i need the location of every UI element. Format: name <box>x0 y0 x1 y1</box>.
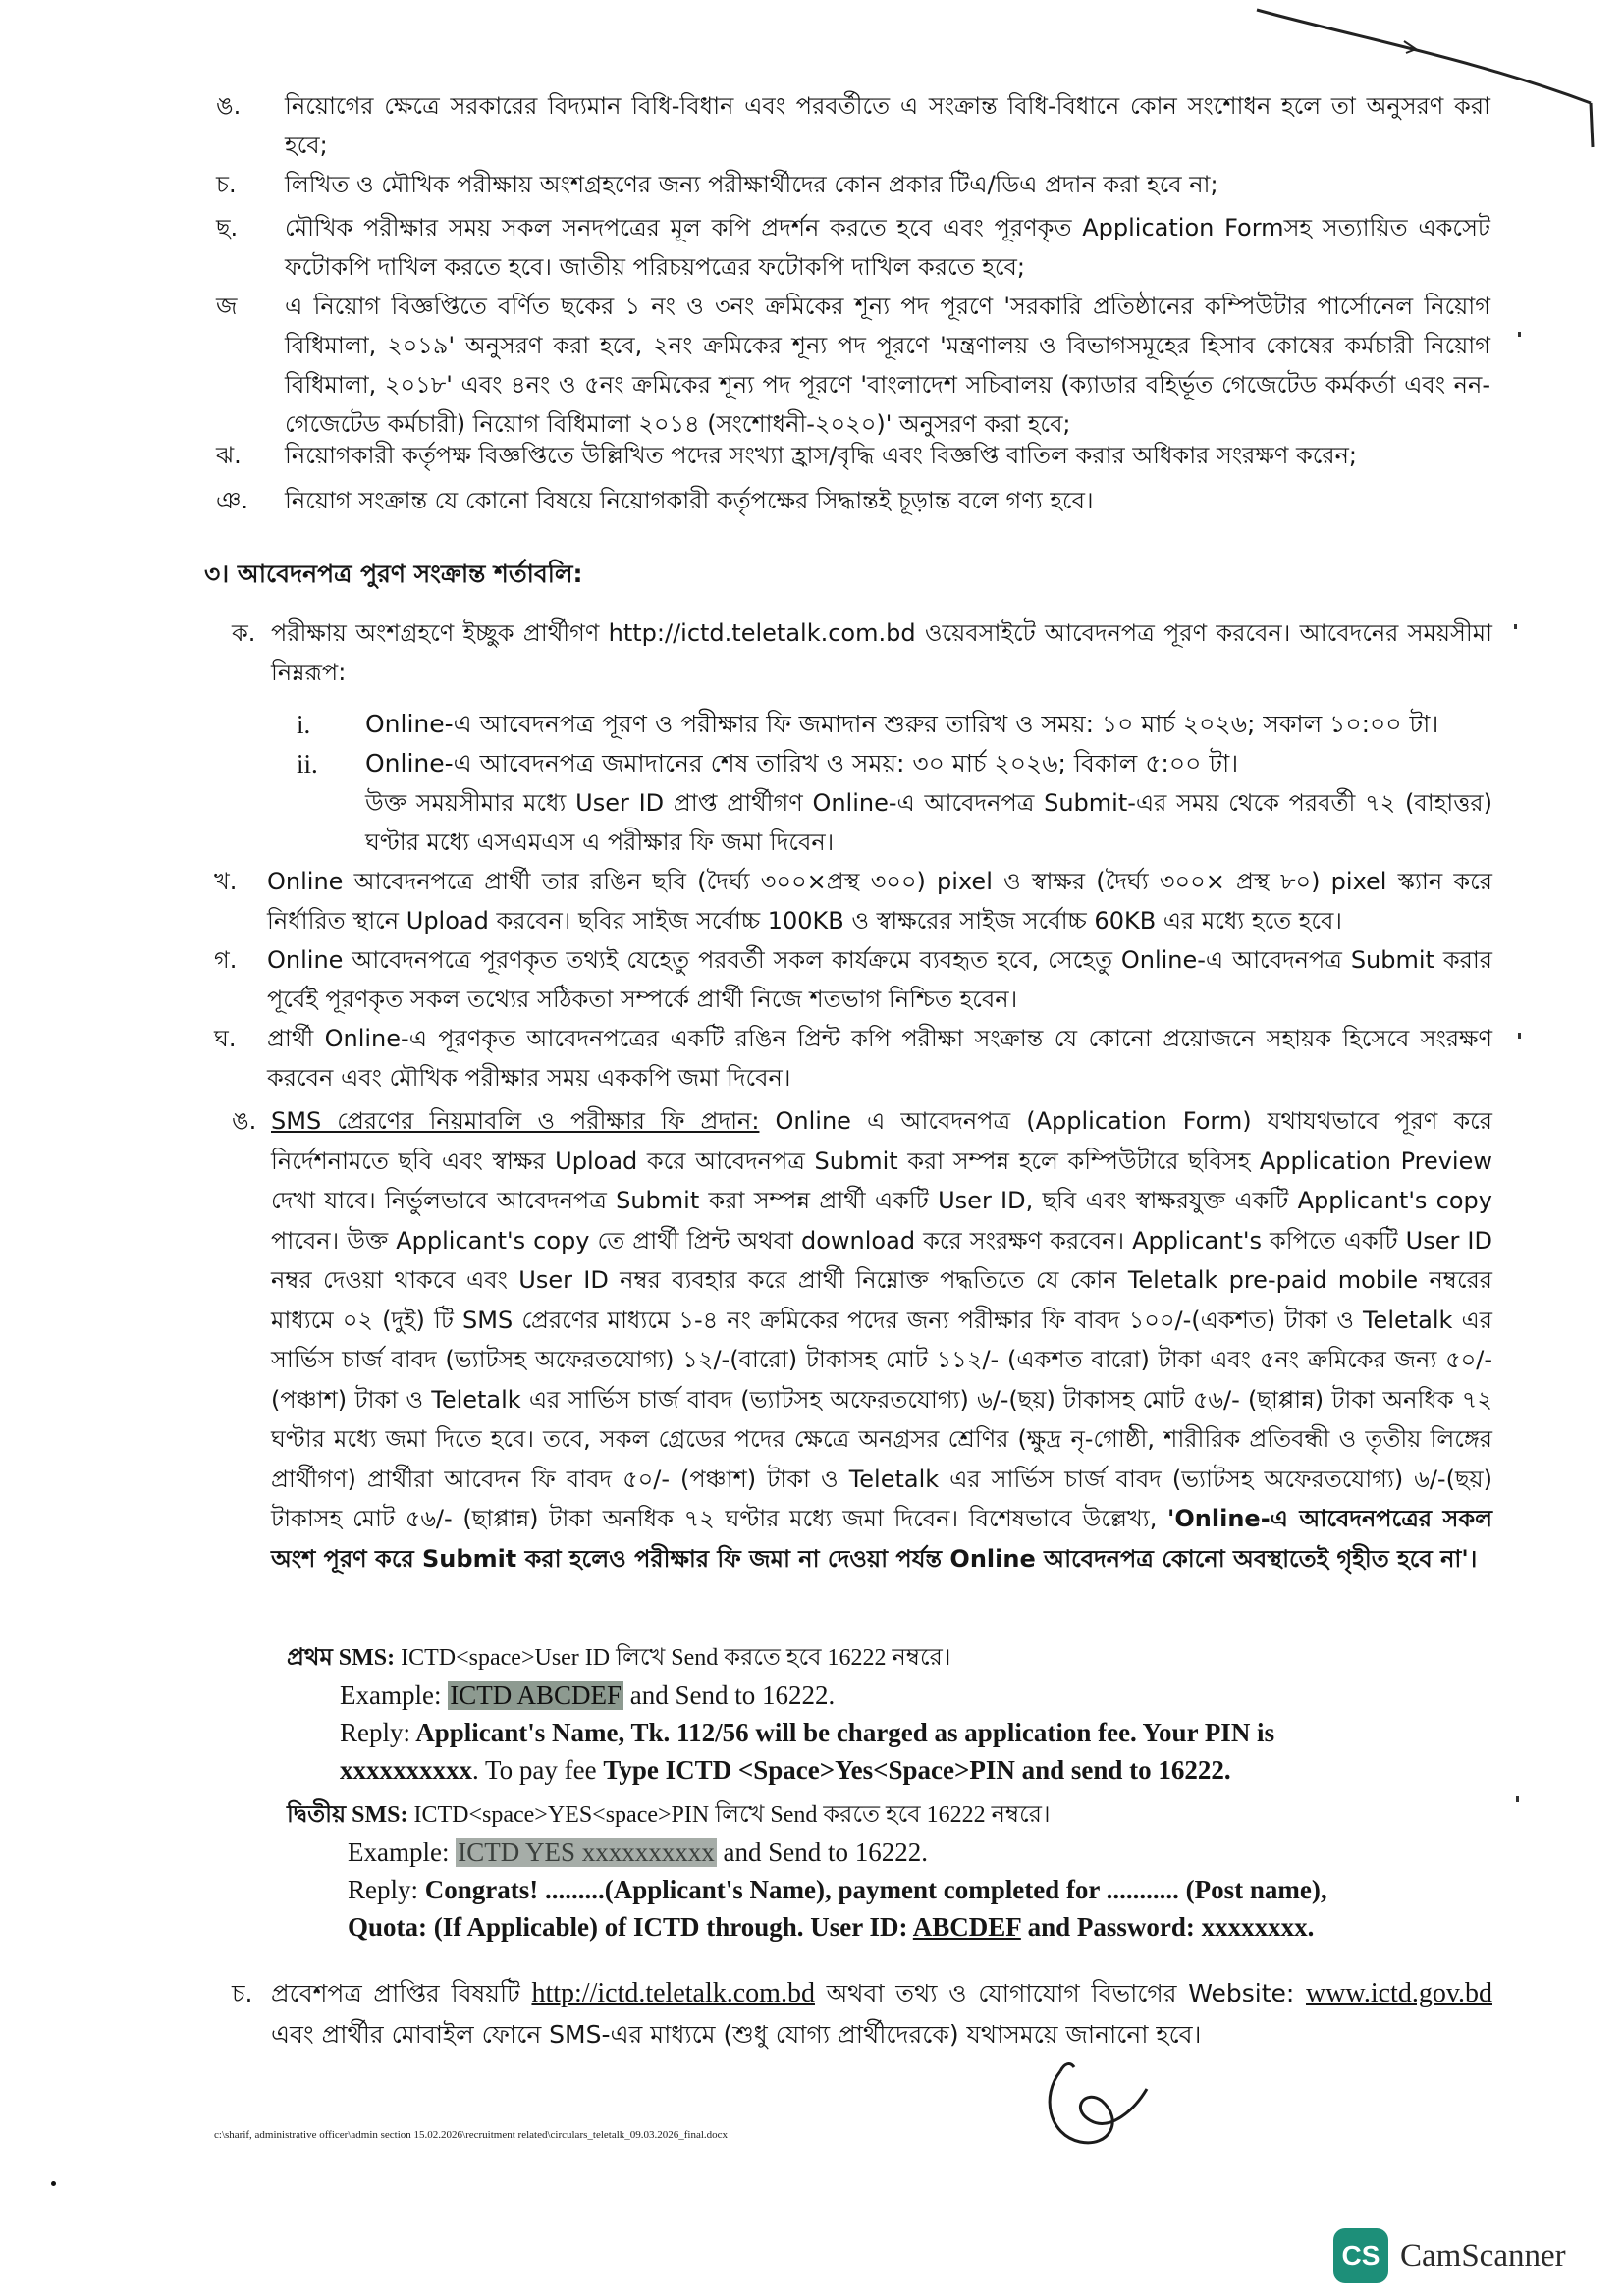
item-marker: ঝ. <box>216 442 242 469</box>
example-rest: and Send to 16222. <box>716 1838 928 1867</box>
sms2-example-code: ICTD YES xxxxxxxxxx <box>458 1838 715 1867</box>
item-text: Online আবেদনপত্রে প্রার্থী তার রঙিন ছবি (দৈর্ঘ্য ৩০০×প্রস্থ ৩০০) pixel ও স্বাক্ষর (দৈর্ঘ্য ৩০০× প্রস্থ ৮০) pixel স্ক্যান করে নির্ধারিত স্থানে Upload করবেন। ছবির সাইজ সর্বোচ্চ 100KB ও স্বাক্ষরের সাইজ সর্বোচ্চ 60KB এর মধ্যে হতে হবে। <box>267 868 1492 934</box>
item-jha <box>216 436 1490 475</box>
item-nga <box>216 86 1490 165</box>
sms2-block <box>287 1796 1496 1946</box>
sms2-instruction-text: ICTD<space>YES<space>PIN লিখে Send করতে হবে 16222 নম্বরে। <box>407 1802 1051 1828</box>
item-text: পরীক্ষায় অংশগ্রহণে ইচ্ছুক প্রার্থীগণ http://ictd.teletalk.com.bd ওয়েবসাইটে আবেদনপত্র পূরণ করবেন। আবেদনের সময়সীমা নিম্নরূপ: <box>271 619 1492 686</box>
item-text: এ নিয়োগ বিজ্ঞপ্তিতে বর্ণিত ছকের ১ নং ও ৩নং ক্রমিকের শূন্য পদ পূরণে 'সরকারি প্রতিষ্ঠানের কম্পিউটার পার্সোনেল নিয়োগ বিধিমালা, ২০১৯' অনুসরণ করা হবে, ২নং ক্রমিকের শূন্য পদ পূরণে 'মন্ত্রণালয় ও বিভাগসমূহের হিসাব কোষের কর্মচারী নিয়োগ বিধিমালা, ২০১৮' এবং ৪নং ও ৫নং ক্রমিকের শূন্য পদ পূরণে 'বাংলাদেশ সচিবালয় (ক্যাডার বহির্ভূত গেজেটেড কর্মকর্তা এবং নন-গেজেটেড কর্মচারী) নিয়োগ বিধিমালা ২০১৪ (সংশোধনী-২০২০)' অনুসরণ করা হবে; <box>285 293 1490 438</box>
scan-speck <box>1518 332 1521 337</box>
example-label: Example: <box>348 1838 450 1867</box>
example-rest: and Send to 16222. <box>623 1681 836 1710</box>
file-path-footer: c:\sharif, administrative officer\admin section 15.02.2026\recruitment related\circulars_teletalk_09.03.2026_final.docx <box>214 2129 729 2141</box>
teletalk-link[interactable]: http://ictd.teletalk.com.bd <box>531 1978 815 2008</box>
sms1-block <box>287 1639 1496 1789</box>
item-marker: ঘ. <box>214 1025 237 1052</box>
sms2-reply <box>287 1871 1496 1946</box>
item-marker: ঙ. <box>232 1107 257 1135</box>
sms2-instruction <box>287 1796 1496 1834</box>
reply-label: Reply: <box>340 1718 410 1747</box>
reply-label: Reply: <box>348 1875 418 1904</box>
sms1-example <box>287 1677 1496 1714</box>
sms-rules-title: SMS প্রেরণের নিয়মাবলি ও পরীক্ষার ফি প্রদান: <box>271 1107 760 1135</box>
reply-userid: ABCDEF <box>912 1912 1021 1942</box>
reply-text: and Password: xxxxxxxx. <box>1020 1912 1315 1942</box>
item-text: মৌখিক পরীক্ষার সময় সকল সনদপত্রের মূল কপি প্রদর্শন করতে হবে এবং পূরণকৃত Application Formসহ সত্যায়িত একসেট ফটোকপি দাখিল করতে হবে। জাতীয় পরিচয়পত্রের ফটোকপি দাখিল করতে হবে; <box>285 214 1490 281</box>
item-ja <box>216 287 1490 444</box>
item-text: নিয়োগ সংক্রান্ত যে কোনো বিষয়ে নিয়োগকারী কর্তৃপক্ষের সিদ্ধান্তই চূড়ান্ত বলে গণ্য হবে। <box>285 487 1094 514</box>
section-heading: ৩। আবেদনপত্র পুরণ সংক্রান্ত শর্তাবলি: <box>204 560 583 588</box>
item-chha <box>216 208 1490 287</box>
scan-speck <box>1518 1033 1521 1039</box>
camscanner-text: CamScanner <box>1400 2238 1566 2273</box>
item-marker: ঞ. <box>216 487 248 514</box>
item-cha <box>216 165 1490 204</box>
reply-text: Type ICTD <Space>Yes<Space>PIN and send to 16222. <box>603 1755 1231 1785</box>
sms1-label: প্রথম SMS: <box>287 1645 396 1671</box>
item-marker: খ. <box>214 868 238 895</box>
item-marker: গ. <box>214 946 238 974</box>
date-text: Online-এ আবেদনপত্র পূরণ ও পরীক্ষার ফি জমাদান শুরুর তারিখ ও সময়: ১০ মার্চ ২০২৬; সকাল ১০:০০ টা। <box>365 710 1439 738</box>
item-marker: ক. <box>232 619 256 647</box>
camscanner-watermark <box>1333 2228 1618 2287</box>
scan-speck <box>1516 1796 1519 1802</box>
sms1-instruction <box>287 1639 1496 1677</box>
item-text: Online আবেদনপত্রে পূরণকৃত তথ্যই যেহেতু পরবর্তী সকল কার্যক্রমে ব্যবহৃত হবে, সেহেতু Online-এ আবেদনপত্র Submit করার পূর্বেই পূরণকৃত সকল তথ্যের সঠিকতা সম্পর্কে প্রার্থী নিজে শতভাগ নিশ্চিত হবেন। <box>267 946 1492 1013</box>
item-kha <box>214 862 1492 940</box>
roman-marker: ii. <box>297 749 318 778</box>
sms-rules-emphasis: 'Online-এ আবেদনপত্রের সকল অংশ পূরণ করে Submit করা হলেও পরীক্ষার ফি জমা না দেওয়া পর্যন্ত Online আবেদনপত্র কোনো অবস্থাতেই গৃহীত হবে না'। <box>271 1505 1492 1573</box>
item-text: নিয়োগকারী কর্তৃপক্ষ বিজ্ঞপ্তিতে উল্লিখিত পদের সংখ্যা হ্রাস/বৃদ্ধি এবং বিজ্ঞপ্তি বাতিল করার অধিকার সংরক্ষণ করেন; <box>285 442 1358 469</box>
ictd-website-link[interactable]: www.ictd.gov.bd <box>1305 1978 1492 2008</box>
sms1-reply <box>287 1714 1496 1789</box>
date-line-end <box>297 744 1494 783</box>
item-text: প্রার্থী Online-এ পূরণকৃত আবেদনপত্রের একটি রঙিন প্রিন্ট কপি পরীক্ষা সংক্রান্ত যে কোনো প্রয়োজনে সহায়ক হিসেবে সংরক্ষণ করবেন এবং মৌখিক পরীক্ষার সময় এককপি জমা দিবেন। <box>267 1025 1492 1092</box>
reply-text: Quota: (If Applicable) of ICTD through. User ID: <box>348 1912 913 1942</box>
item-marker: জ <box>216 293 238 320</box>
reply-text: Applicant's Name, Tk. 112/56 will be charged as application fee. Your PIN is <box>410 1718 1275 1747</box>
sms2-example <box>287 1834 1496 1871</box>
reply-text: . To pay fee <box>472 1755 604 1785</box>
dates-note: উক্ত সময়সীমার মধ্যে User ID প্রাপ্ত প্রার্থীগণ Online-এ আবেদনপত্র Submit-এর সময় থেকে পরবর্তী ৭২ (বাহাত্তর) ঘণ্টার মধ্যে এসএমএস এ পরীক্ষার ফি জমা দিবেন। <box>365 789 1492 856</box>
admit-text: এবং প্রার্থীর মোবাইল ফোনে SMS-এর মাধ্যমে (শুধু যোগ্য প্রার্থীদেরকে) যথাসময়ে জানানো হবে। <box>271 2020 1202 2049</box>
date-line-start <box>297 705 1494 744</box>
item-nya <box>216 481 1490 520</box>
sms1-instruction-text: ICTD<space>User ID লিখে Send করতে হবে 16222 নম্বরে। <box>395 1645 951 1671</box>
sms-rules-text: Online এ আবেদনপত্র (Application Form) যথাযথভাবে পূরণ করে নির্দেশনামতে ছবি এবং স্বাক্ষর Upload করে আবেদনপত্র Submit করা সম্পন্ন হলে কম্পিউটারে ছবিসহ Application Preview দেখা যাবে। নির্ভুলভাবে আবেদনপত্র Submit করা সম্পন্ন প্রার্থী একটি User ID, ছবি এবং স্বাক্ষরযুক্ত একটি Applicant's copy পাবেন। উক্ত Applicant's copy তে প্রার্থী প্রিন্ট অথবা download করে সংরক্ষণ করবেন। Applicant's কপিতে একটি User ID নম্বর দেওয়া থাকবে এবং User ID নম্বর ব্যবহার করে প্রার্থী নিম্নোক্ত পদ্ধতিতে যে কোন Teletalk pre-paid mobile নম্বরের মাধ্যমে ০২ (দুই) টি SMS প্রেরণের মাধ্যমে ১-৪ নং ক্রমিকের পদের জন্য পরীক্ষার ফি বাবদ ১০০/-(একশত) টাকা ও Teletalk এর সার্ভিস চার্জ বাবদ (ভ্যাটসহ অফেরতযোগ্য) ১২/-(বারো) টাকাসহ মোট ১১২/- (একশত বারো) টাকা এবং ৫নং ক্রমিকের জন্য ৫০/- (পঞ্চাশ) টাকা ও Teletalk এর সার্ভিস চার্জ বাবদ (ভ্যাটসহ অফেরতযোগ্য) ৬/-(ছয়) টাকাসহ মোট ৫৬/- (ছাপ্পান্ন) টাকা অনধিক ৭২ ঘণ্টার মধ্যে জমা দিতে হবে। তবে, সকল গ্রেডের পদের ক্ষেত্রে অনগ্রসর শ্রেণির (ক্ষুদ্র নৃ-গোষ্ঠী, শারীরিক প্রতিবন্ধী ও তৃতীয় লিঙ্গের প্রার্থীগণ) প্রার্থীরা আবেদন ফি বাবদ ৫০/- (পঞ্চাশ) টাকা ও Teletalk এর সার্ভিস চার্জ বাবদ (ভ্যাটসহ অফেরতযোগ্য) ৬/-(ছয়) টাকাসহ মোট ৫৬/- (ছাপ্পান্ন) টাকা অনধিক ৭২ ঘণ্টার মধ্যে জমা দিবেন। বিশেষভাবে উল্লেখ্য, <box>271 1107 1492 1532</box>
item-marker: ছ. <box>216 214 239 241</box>
admit-text: প্রবেশপত্র প্রাপ্তির বিষয়টি <box>271 1979 532 2007</box>
reply-pin: xxxxxxxxxx <box>340 1755 472 1785</box>
sms2-label: দ্বিতীয় SMS: <box>287 1802 408 1828</box>
admit-text: অথবা তথ্য ও যোগাযোগ বিভাগের Website: <box>814 1979 1306 2007</box>
item-marker: চ. <box>216 171 237 198</box>
item-gha <box>214 1019 1492 1097</box>
sms1-example-code: ICTD ABCDEF <box>450 1681 622 1710</box>
item-ka <box>232 614 1492 692</box>
item-marker: চ. <box>232 1979 253 2007</box>
item-text: নিয়োগের ক্ষেত্রে সরকারের বিদ্যমান বিধি-বিধান এবং পরবর্তীতে এ সংক্রান্ত বিধি-বিধানে কোন সংশোধন হলে তা অনুসরণ করা হবে; <box>285 92 1490 159</box>
scan-speck <box>51 2181 56 2186</box>
item-text: লিখিত ও মৌখিক পরীক্ষায় অংশগ্রহণের জন্য পরীক্ষার্থীদের কোন প্রকার টিএ/ডিএ প্রদান করা হবে না; <box>285 171 1218 198</box>
item-ga <box>214 940 1492 1019</box>
date-text: Online-এ আবেদনপত্র জমাদানের শেষ তারিখ ও সময়: ৩০ মার্চ ২০২৬; বিকাল ৫:০০ টা। <box>365 749 1239 777</box>
item-admit-card <box>232 1973 1492 2056</box>
item-sms-rules <box>232 1101 1492 1578</box>
roman-marker: i. <box>297 710 311 739</box>
handwritten-signature <box>1031 2052 1159 2160</box>
camscanner-logo-icon: CS <box>1333 2228 1388 2283</box>
scan-speck <box>1514 624 1517 629</box>
example-label: Example: <box>340 1681 442 1710</box>
item-marker: ঙ. <box>216 92 242 120</box>
reply-text: Congrats! .........(Applicant's Name), payment completed for ........... (Post name), <box>418 1875 1327 1904</box>
